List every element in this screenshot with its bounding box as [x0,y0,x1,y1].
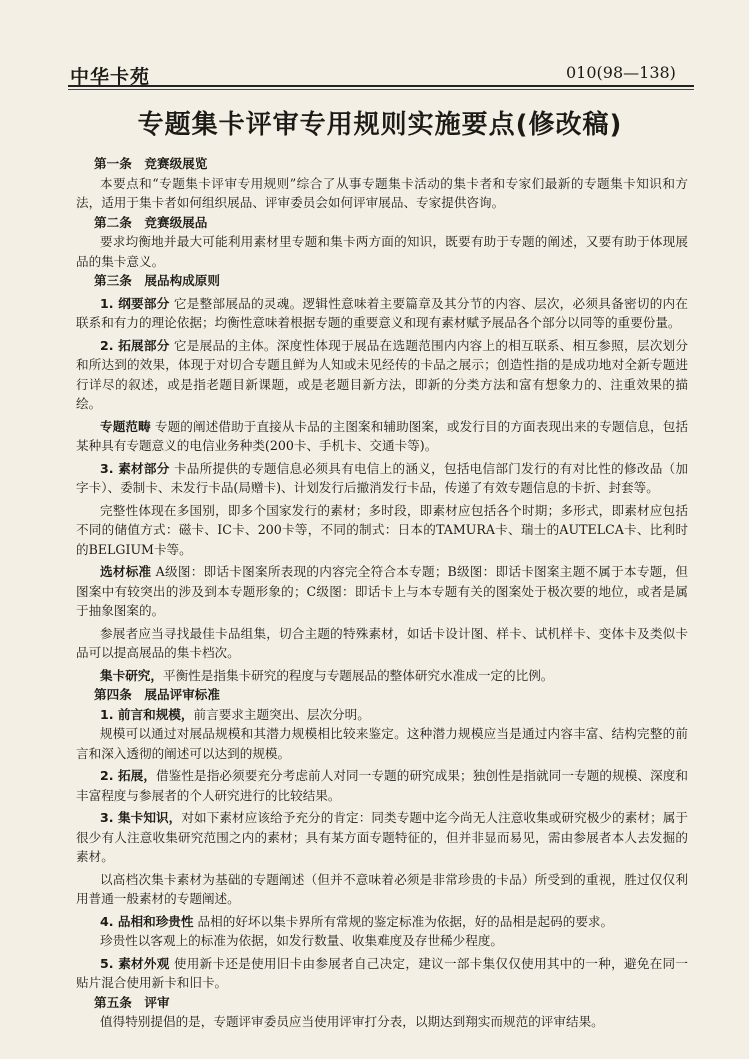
paragraph [76,705,688,725]
document-code: 010(98—138) [566,63,676,82]
item-text: 对如下素材应该给予充分的肯定：同类专题中迄今尚无人注意收集或研究极少的素材；属于很少有人注意收集研究范围之内的素材；具有某方面专题特征的，但并非显而易见，需由参展者本人去发掘的素材。 [76,810,689,864]
publication-name: 中华卡苑 [70,66,151,88]
document-body [76,154,688,1032]
item-lead: 4. 品相和珍贵性 [100,913,194,929]
article-1-heading: 第一条 竞赛级展览 [94,156,208,171]
paragraph [76,666,688,686]
paragraph: 值得特别提倡的是，专题评审委员应当使用评审打分表，以期达到翔实而规范的评审结果。 [100,1014,604,1029]
paragraph: 完整性体现在多国别，即多个国家发行的素材；多时段，即素材应包括各个时期；多形式，即素材应包括不同的储值方式：磁卡、IC卡、200卡等，不同的制式：日本的TAMURA卡、瑞士的AUTELCA卡、比利时的BELGIUM卡等。 [76,502,688,557]
item-text: A级图：即话卡图案所表现的内容完全符合本专题；B级图：即话卡图案主题不属于本专题，但图案中有较突出的涉及到本专题形象的；C级图：即话卡上与本专题有关的图案处于极次要的地位，或者是属于抽象图案的。 [76,564,688,618]
item-text: 卡品所提供的专题信息必须具有电信上的涵义，包括电信部门发行的有对比性的修改品（加字卡）、委制卡、未发行卡品(局赠卡)、计划发行后撤消发行卡品，传递了有效专题信息的卡折、封套等。 [76,460,689,495]
item-lead: 1. 前言和规模， [100,706,194,722]
paragraph: 珍贵性以客观上的标准为依据，如发行数量、收集难度及存世稀少程度。 [100,933,503,948]
item-text: 它是整部展品的灵魂。逻辑性意味着主要篇章及其分节的内容、层次，必须具备密切的内在联系和有力的理论依据；均衡性意味着根据专题的重要意义和现有素材赋予展品各个部分以同等的重要份量。 [76,295,689,330]
item-text: 使用新卡还是使用旧卡由参展者自己决定，建议一部卡集仅仅使用其中的一种，避免在同一贴片混合使用新卡和旧卡。 [76,955,689,990]
item-lead: 2. 拓展， [100,768,157,783]
item-lead: 3. 素材部分 [100,460,170,476]
paragraph [76,562,688,621]
item-text: 平衡性是指集卡研究的程度与专题展品的整体研究水准成一定的比例。 [162,667,554,683]
paragraph [76,417,688,456]
item-text: 品相的好坏以集卡界所有常规的鉴定标准为依据，好的品相是起码的要求。 [197,913,614,929]
paragraph [76,459,688,498]
paragraph [76,954,688,993]
item-text: 它是展品的主体。深度性体现于展品在选题范围内内容上的相互联系、相互参照，层次划分和所达到的效果，体现于对切合专题且鲜为人知或未见经传的卡品之展示；创造性指的是成功地对全新专题进行详尽的叙述，或是指老题目新课题，或是老题目新方法，即新的分类方法和富有想象力的、注重效果的描绘。 [76,337,689,411]
paragraph: 以高档次集卡素材为基础的专题阐述（但并不意味着必须是非常珍贵的卡品）所受到的重视，胜过仅仅利用普通一般素材的专题阐述。 [76,871,688,906]
item-lead: 专题范畴 [100,418,151,434]
item-lead: 3. 集卡知识， [100,810,182,825]
document-title: 专题集卡评审专用规则实施要点(修改稿) [137,110,623,140]
item-lead: 2. 拓展部分 [100,337,170,353]
item-text: 前言要求主题突出、层次分明。 [193,706,370,722]
article-4-heading: 第四条 展品评审标准 [94,687,220,702]
item-text: 专题的阐述借助于直接从卡品的主图案和辅助图案，或发行目的方面表现出来的专题信息，包括某种具有专题意义的电信业务种类(200卡、手机卡、交通卡等)。 [76,418,688,453]
item-lead: 5. 素材外观 [100,955,170,971]
item-lead: 选材标准 [100,564,152,579]
article-2-heading: 第二条 竞赛级展品 [94,214,208,230]
paragraph [76,294,688,333]
item-text: 借鉴性是指必须要充分考虑前人对同一专题的研究成果；独创性是指就同一专题的规模、深度和丰富程度与参展者的个人研究进行的比较结果。 [76,768,688,803]
article-3-heading: 第三条 展品构成原则 [94,273,220,288]
article-5-heading: 第五条 评审 [94,994,170,1010]
paragraph: 本要点和“专题集卡评审专用规则”综合了从事专题集卡活动的集卡者和专家们最新的专题集卡知识和方法，适用于集卡者如何组织展品、评审委员会如何评审展品、专家提供咨询。 [76,175,688,210]
header-rule [68,85,694,87]
paragraph [76,336,688,414]
paragraph: 要求均衡地并最大可能利用素材里专题和集卡两方面的知识，既要有助于专题的阐述，又要有助于体现展品的集卡意义。 [76,234,688,269]
paragraph [76,766,688,805]
header-rule-thin [68,89,694,90]
paragraph: 参展者应当寻找最佳卡品组集，切合主题的特殊素材，如话卡设计图、样卡、试机样卡、变体卡及类似卡品可以提高展品的集卡档次。 [76,625,688,660]
item-lead: 1. 纲要部分 [100,295,170,311]
item-lead: 集卡研究， [100,667,163,683]
paragraph: 规模可以通过对展品规模和其潜力规模相比较来鉴定。这种潜力规模应当是通过内容丰富、结构完整的前言和深入透彻的阐述可以达到的规模。 [76,726,688,761]
paragraph [76,808,688,867]
paragraph [76,912,688,932]
